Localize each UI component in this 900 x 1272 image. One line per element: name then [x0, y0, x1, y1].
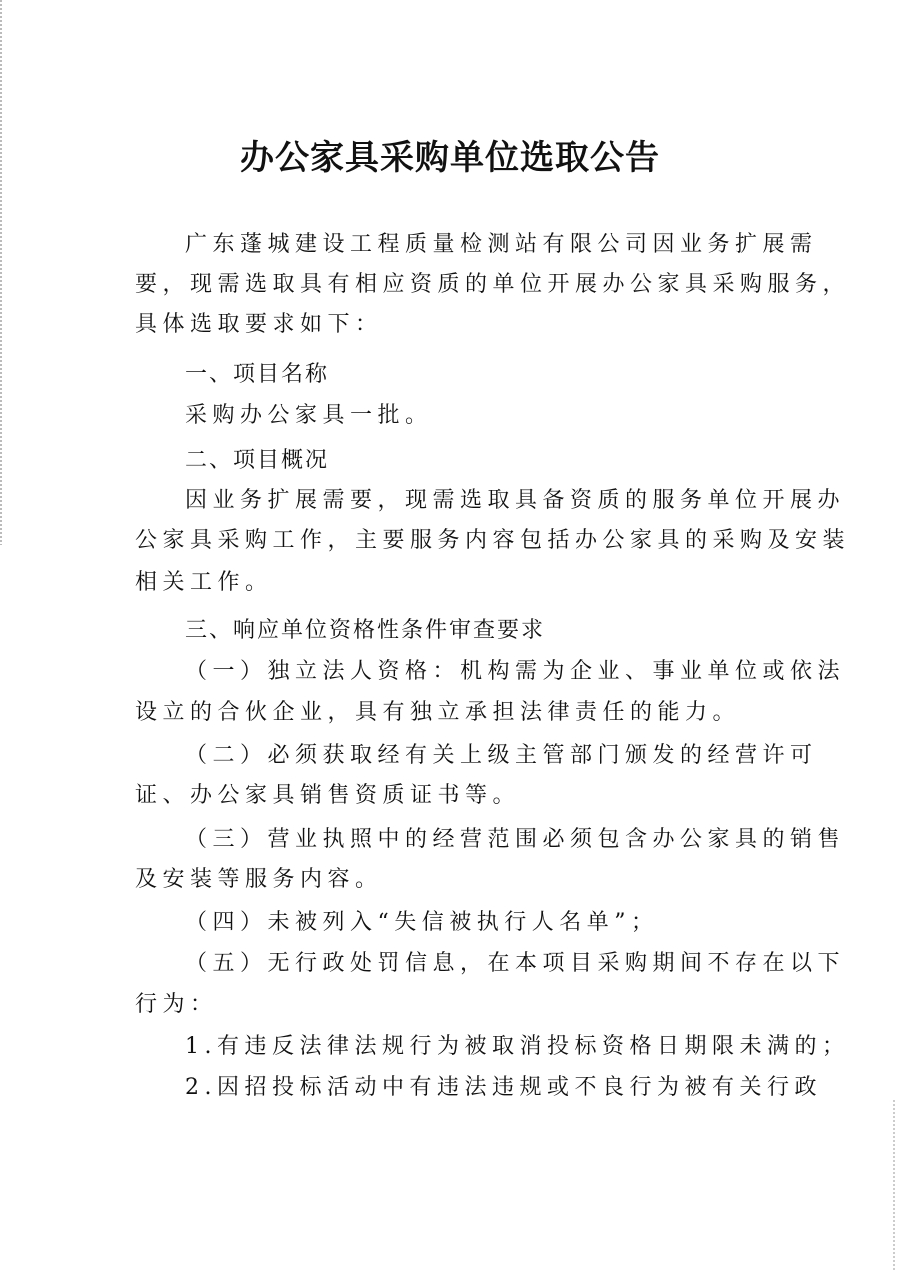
section3-heading: 三、响应单位资格性条件审查要求: [185, 618, 546, 643]
section2-body-line-3: 相关工作。: [135, 570, 273, 595]
requirement-3-line-1: （三）营业执照中的经营范围必须包含办公家具的销售: [185, 827, 846, 852]
requirement-1-line-2: 设立的合伙企业，具有独立承担法律责任的能力。: [135, 700, 741, 725]
requirement-3-line-2: 及安装等服务内容。: [135, 867, 383, 892]
section1-heading: 一、项目名称: [185, 362, 330, 387]
requirement-5-line-2: 行为：: [135, 992, 218, 1017]
document-title: 办公家具采购单位选取公告: [240, 138, 660, 178]
scan-edge-right: [893, 1100, 895, 1272]
subitem-2: 2.因招投标活动中有违法违规或不良行为被有关行政: [185, 1075, 822, 1100]
intro-line-3: 具体选取要求如下：: [135, 312, 383, 337]
requirement-4-line-1: （四）未被列入“失信被执行人名单”；: [185, 910, 659, 935]
requirement-5-line-1: （五）无行政处罚信息，在本项目采购期间不存在以下: [185, 951, 846, 976]
section2-heading: 二、项目概况: [185, 448, 330, 473]
intro-line-2: 要，现需选取具有相应资质的单位开展办公家具采购服务，: [135, 272, 851, 297]
requirement-2-line-1: （二）必须获取经有关上级主管部门颁发的经营许可: [185, 743, 818, 768]
section2-body-line-1: 因业务扩展需要，现需选取具备资质的服务单位开展办: [185, 488, 846, 513]
requirement-2-line-2: 证、办公家具销售资质证书等。: [135, 783, 521, 808]
intro-line-1: 广东蓬城建设工程质量检测站有限公司因业务扩展需: [185, 232, 818, 257]
subitem-1: 1.有违反法律法规行为被取消投标资格日期限未满的；: [185, 1034, 850, 1059]
scan-edge-left: [0, 0, 2, 545]
section1-body: 采购办公家具一批。: [185, 403, 433, 428]
section2-body-line-2: 公家具采购工作，主要服务内容包括办公家具的采购及安装: [135, 528, 851, 553]
requirement-1-line-1: （一）独立法人资格：机构需为企业、事业单位或依法: [185, 659, 846, 684]
